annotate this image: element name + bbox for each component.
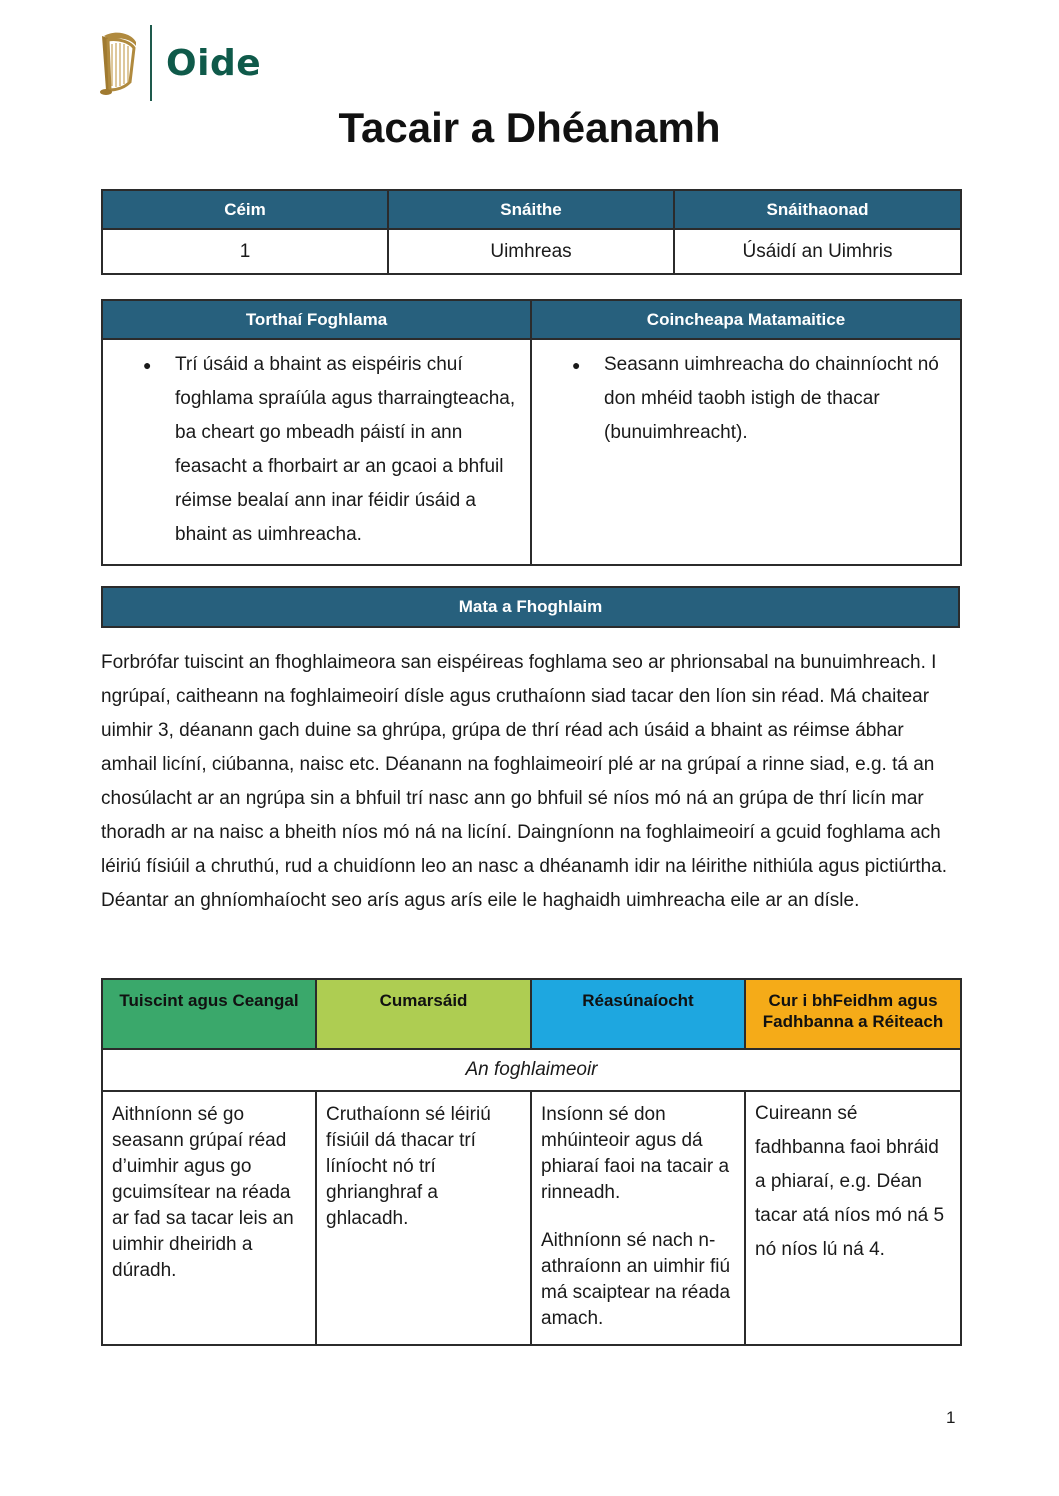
bullet-icon: ● [572,357,581,373]
communicating-cell [316,1091,531,1345]
reasoning-header: Réasúnaíocht [531,979,745,1049]
logo-wordmark: Oide [166,42,262,84]
reasoning-text-2: Aithníonn sé nach n-athraíonn an uimhir fiú má scaiptear na réada amach. [541,1230,731,1329]
level-value: 1 [102,229,388,274]
level-header: Céim [102,190,388,229]
oide-logo [96,24,261,102]
learning-moment-heading: Mata a Fhoghlaim [102,587,959,627]
strand-unit-value: Úsáidí an Uimhris [674,229,961,274]
bullet-icon: ● [143,357,152,373]
applying-header: Cur i bhFeidhm agus Fadhbanna a Réiteach [745,979,961,1049]
learning-moment-paragraph: Forbrófar tuiscint an fhoghlaimeora san eispéireas foghlama seo ar phrionsabal na bunuimhreach. I ngrúpaí, caitheann na foghlaimeoirí dísle agus cruthaíonn siad tacar den líon sin réad. Má chaitear uimhir 3, déanann gach duine sa ghrúpa, grúpa de thrí réad ach úsáid a bhaint as réimse ábhar amhail licíní, ciúbanna, naisc etc. Déanann na foghlaimeoirí plé ar na grúpaí a rinne siad, e.g. tá an chosúlacht ar an ngrúpa sin a bhfuil trí nasc ann go bhfuil sé níos mó ná an grúpa de thrí licín mar thoradh ar na naisc a bheith níos mó ná na licíní. Daingníonn na foghlaimeoirí a gcuid foghlama ach léiriú físiúil a chruthú, rud a chuidíonn leo an nasc a dhéanamh idir na léirithe nithiúla agus pictiúrtha. Déantar an ghníomhaíocht seo arís agus arís eile le haghaidh uimhreacha eile ar an dísle. [101,652,948,911]
reasoning-cell [531,1091,745,1345]
info-table [101,189,962,275]
learning-outcome-cell [102,339,531,565]
communicating-text: Cruthaíonn sé léiriú físiúil dá thacar trí líníocht nó trí ghrianghraf a ghlacadh. [326,1104,491,1229]
strand-value: Uimhreas [388,229,674,274]
list-item [117,348,520,552]
communicating-header: Cumarsáid [316,979,531,1049]
applying-cell [745,1091,961,1345]
harp-icon [96,28,142,98]
strand-unit-header: Snáithaonad [674,190,961,229]
maths-concept-text: Seasann uimhreacha do chainníocht nó don mhéid taobh istigh de thacar (bunuimhreacht). [604,354,939,443]
learning-outcomes-header: Torthaí Foghlama [102,300,531,339]
understanding-cell [102,1091,316,1345]
list-item [546,348,950,450]
logo-divider [150,25,152,101]
learning-moment-banner [101,586,960,628]
reasoning-text-1: Insíonn sé don mhúinteoir agus dá phiaraí faoi na tacair a rinneadh. [541,1104,730,1203]
page-title: Tacair a Dhéanamh [338,104,721,151]
applying-text: Cuireann sé fadhbanna faoi bhráid a phiaraí, e.g. Déan tacar atá níos mó ná 5 nó níos lú ná 4. [755,1103,945,1260]
maths-concepts-header: Coincheapa Matamaitice [531,300,961,339]
maths-concept-cell [531,339,961,565]
elements-table [101,978,962,1346]
page-number: 1 [946,1408,956,1427]
learner-label: An foghlaimeoir [102,1049,961,1091]
learning-outcome-text: Trí úsáid a bhaint as eispéiris chuí foghlama spraíúla agus tharraingteacha, ba cheart go mbeadh páistí in ann feasacht a fhorbairt ar an gcaoi a bhfuil réimse bealaí ann inar féidir úsáid a bhaint as uimhreacha. [175,354,516,545]
understanding-header: Tuiscint agus Ceangal [102,979,316,1049]
strand-header: Snáithe [388,190,674,229]
understanding-text: Aithníonn sé go seasann grúpaí réad d’uimhir agus go gcuimsítear na réada ar fad sa tacar leis an uimhir dheiridh a dúradh. [112,1104,294,1281]
outcomes-table [101,299,962,566]
